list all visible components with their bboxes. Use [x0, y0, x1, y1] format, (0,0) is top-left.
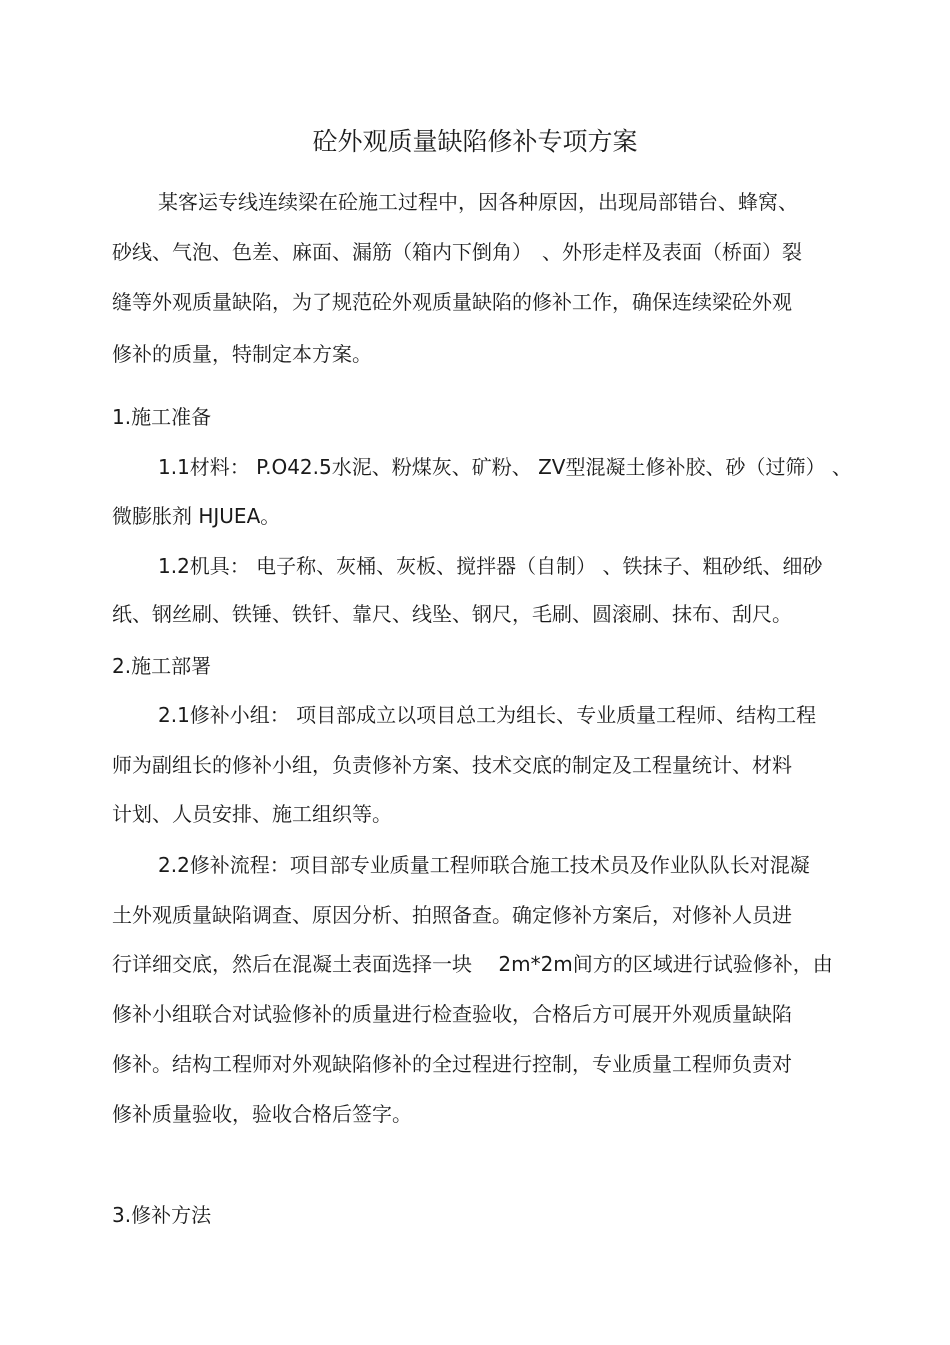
- intro-line: 某客运专线连续梁在砼施工过程中，因各种原因，出现局部错台、蜂窝、: [158, 190, 798, 214]
- section-heading: 3.修补方法: [112, 1203, 212, 1227]
- section-heading: 1.施工准备: [112, 405, 212, 429]
- intro-line: 修补的质量，特制定本方案。: [112, 342, 372, 366]
- paragraph-line: 1.1材料： P.O42.5水泥、粉煤灰、矿粉、 ZV型混凝土修补胶、砂（过筛） 、: [158, 455, 852, 479]
- paragraph-line: 计划、人员安排、施工组织等。: [112, 802, 392, 826]
- section-heading: 2.施工部署: [112, 654, 212, 678]
- paragraph-line: 修补。结构工程师对外观缺陷修补的全过程进行控制，专业质量工程师负责对: [112, 1052, 792, 1076]
- paragraph-line: 微膨胀剂 HJUEA。: [112, 504, 281, 528]
- paragraph-line: 修补小组联合对试验修补的质量进行检查验收，合格后方可展开外观质量缺陷: [112, 1002, 792, 1026]
- paragraph-line: 土外观质量缺陷调查、原因分析、拍照备查。确定修补方案后，对修补人员进: [112, 903, 792, 927]
- paragraph-line: 2.2修补流程：项目部专业质量工程师联合施工技术员及作业队队长对混凝: [158, 853, 810, 877]
- paragraph-line: 行详细交底，然后在混凝土表面选择一块 2m*2m间方的区域进行试验修补，由: [112, 952, 833, 976]
- intro-line: 缝等外观质量缺陷，为了规范砼外观质量缺陷的修补工作，确保连续梁砼外观: [112, 290, 792, 314]
- paragraph-line: 纸、钢丝刷、铁锤、铁钎、靠尺、线坠、钢尺，毛刷、圆滚刷、抹布、刮尺。: [112, 602, 792, 626]
- paragraph-line: 1.2机具： 电子称、灰桶、灰板、搅拌器（自制） 、铁抹子、粗砂纸、细砂: [158, 554, 823, 578]
- paragraph-line: 2.1修补小组： 项目部成立以项目总工为组长、专业质量工程师、结构工程: [158, 703, 817, 727]
- document-title: 砼外观质量缺陷修补专项方案: [312, 127, 638, 156]
- intro-line: 砂线、气泡、色差、麻面、漏筋（箱内下倒角） 、外形走样及表面（桥面）裂: [112, 240, 802, 264]
- paragraph-line: 师为副组长的修补小组，负责修补方案、技术交底的制定及工程量统计、材料: [112, 753, 792, 777]
- paragraph-line: 修补质量验收，验收合格后签字。: [112, 1102, 412, 1126]
